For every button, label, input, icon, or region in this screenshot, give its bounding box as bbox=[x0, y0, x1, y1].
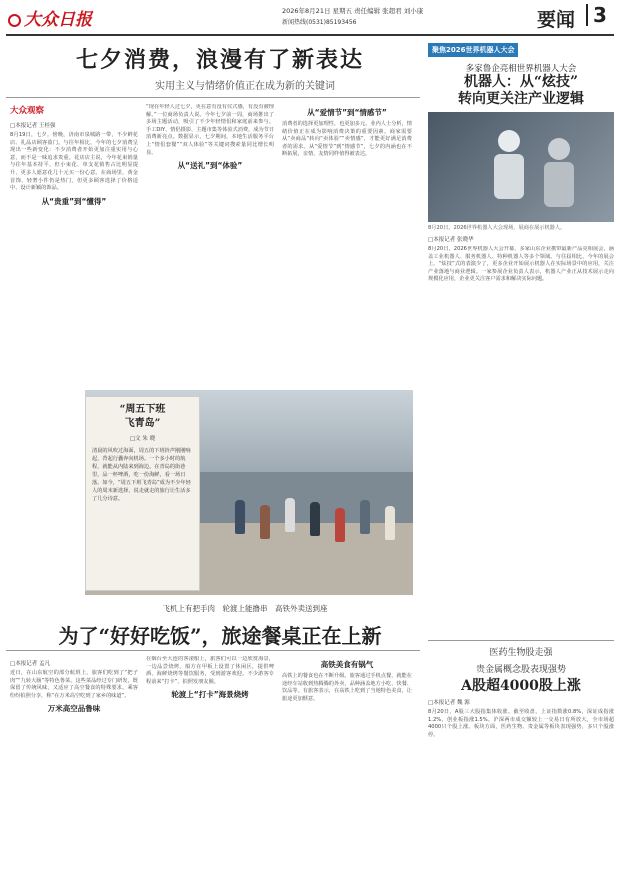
story2-byline: □本报记者 孟凡 bbox=[10, 661, 50, 667]
logo-emblem-icon bbox=[8, 14, 21, 27]
right-rule bbox=[428, 640, 614, 641]
robot-small-headline: 多家鲁企亮相世界机器人大会 bbox=[465, 64, 577, 74]
newspaper-logo bbox=[8, 5, 92, 30]
section-name: 要闻 bbox=[537, 9, 576, 31]
robot-headline-line2: 转向更关注产业逻辑 bbox=[458, 91, 584, 107]
story2-text2: 在烟台至大连的客滚船上，旅客们可以一边欣赏海景，一边品尝烧烤。船方在甲板上设置了休闲区，提供啤酒、海鲜烧烤等餐饮服务，受到游客欢迎。不少游客专程前来“打卡”，拍照发朋友圈。 bbox=[146, 656, 274, 685]
story2-text3: 高铁上的餐食也在不断升级。旅客通过手机点餐，就能在途经车站收到热腾腾的外卖，品种涵盖地方小吃、快餐、饮品等。有旅客表示，在高铁上吃到了当地特色美食，让旅途更加惬意。 bbox=[282, 673, 412, 702]
market-headline-main: A股超4000股上涨 bbox=[461, 678, 581, 694]
story1-subtitle2: 从“送礼”到“体验” bbox=[177, 161, 243, 171]
story1-text1: 8月19日，七夕。傍晚，济南市泉城路一带，不少鲜花店、礼品店顾客盈门。与往年相比，今年的七夕消费呈现出一些新变化：不少消费者开始更加注重实用与心意，而不是一味追求贵重。花店店主说，今年花束销量与往年基本持平，但小束花、单支花销售占比明显提升，更多人愿意花几十元买一份心意。在商场里，黄金首饰、轻奢小件仍是热门，但更多顾客选择了价格适中、设计新颖的饰品。 bbox=[10, 132, 138, 192]
poem-title-line2: 飞青岛” bbox=[124, 418, 161, 429]
hotline: 新闻热线(0531)85193456 bbox=[282, 19, 357, 26]
robot-photo-caption: 8月20日，2026世界机器人大会现场，展商在展示机器人。 bbox=[428, 225, 566, 231]
story2-text1: 近日，在山东航空的部分航班上，旅客们吃到了“把子肉”“九转大肠”等特色鲁菜。这些菜品经过专门研发，既保留了传统风味，又适应了高空餐食的特殊要求。乘客纷纷拍照分享，称“在万米高空吃到了家乡的味道”。 bbox=[10, 670, 138, 699]
robot-text: 8月20日，2026世界机器人大会开幕。多家山东企业携带最新产品亮相展会，涵盖工业机器人、服务机器人、特种机器人等多个领域。与往届相比，今年的展会上，“炫技”式的表演少了，更多企业开始展示机器人在实际场景中的应用，关注产业落地与商业逻辑。一家参展企业负责人表示，机器人产业正从技术展示走向规模化应用，企业更关注客户需求和解决实际问题。 bbox=[428, 246, 614, 283]
masthead-rule bbox=[6, 34, 614, 36]
market-headline-top: 医药生物股走强 bbox=[489, 648, 553, 658]
story1-col3 bbox=[282, 104, 412, 388]
story2-headline: 为了“好好吃饭”，旅途餐桌正在上新 bbox=[58, 624, 382, 648]
robot-photo bbox=[428, 112, 614, 222]
story2-col1 bbox=[10, 656, 138, 886]
story2-subtitle3: 高铁美食有锅气 bbox=[320, 660, 374, 669]
right-column bbox=[428, 37, 614, 739]
story2-col2 bbox=[146, 656, 274, 886]
photo-caption: 飞机上有把手肉 轮渡上能撸串 高铁外卖送到座 bbox=[162, 604, 328, 613]
date-line: 2026年8月21日 星期五 责任编辑 张超君 刘小康 bbox=[282, 7, 424, 15]
story1-col2 bbox=[146, 104, 274, 388]
story1-text3: 消费者的选择更加理性，也更加多元。业内人士分析，情绪价值正在成为影响消费决策的重要因素。商家需要从“卖商品”转向“卖体验”“卖情感”，才能更好满足消费者的需求。从“爱情节”到“情感节”，七夕的内涵也在不断拓展，亲情、友情同样值得被表达。 bbox=[282, 121, 412, 158]
story2-subtitle1: 万米高空品鲁味 bbox=[47, 704, 101, 714]
market-headline-sub: 贵金属概念股表现强势 bbox=[475, 665, 566, 675]
story1-subtitle1: 从“贵重”到“懂得” bbox=[41, 196, 107, 206]
story1-label: 大众观察 bbox=[10, 106, 45, 116]
robot-byline: □本报记者 张晓华 bbox=[428, 237, 474, 243]
story1-rule bbox=[6, 97, 420, 98]
logo-text: 大众日报 bbox=[24, 10, 92, 30]
story2-col3 bbox=[282, 656, 412, 886]
poem-title-line1: “周五下班 bbox=[119, 404, 166, 415]
story1-headline: 七夕消费，浪漫有了新表达 bbox=[75, 47, 364, 73]
market-byline: □本报记者 魏 源 bbox=[428, 700, 470, 706]
poem-author: □文 朱 晓 bbox=[129, 436, 156, 442]
story1-subhead: 实用主义与情绪价值正在成为新的关键词 bbox=[155, 81, 335, 92]
story1-text2: “现在年轻人过七夕，更在意有没有仪式感，有没有被理解。”一位商场负责人说。今年七夕前一周，商场推出了多场主题活动，吸引了不少年轻情侣和家庭前来参与。手工DIY、情侣摄影、主题市集等体验式消费，成为节日消费新亮点。数据显示，七夕期间，本地生活服务平台上“情侣套餐”“双人体验”等关键词搜索量同比增长明显。 bbox=[146, 104, 274, 156]
story2-rule bbox=[6, 650, 420, 651]
market-text: 8月20日，A股三大股指集体收涨。截至收盘，上证指数涨0.8%，深证成指涨1.2%，创业板指涨1.5%。沪深两市成交额较上一交易日有所放大，全市场超4000只个股上涨。板块方面，医药生物、贵金属等板块表现强势，多只个股涨停。 bbox=[428, 709, 614, 738]
story1-subtitle3: 从“爱情节”到“情感节” bbox=[307, 108, 387, 117]
story1-col1 bbox=[10, 118, 138, 388]
poem-text: 清晨的风吹过海面，周五的下班铃声刚刚响起，背起行囊奔向机场。一个多小时的航程，就能从内陆来到海边。在青岛的街巷里，品一杯啤酒，吃一份海鲜，看一场日落。如今，“周五下班飞青岛”成为不少年轻人的周末新选择，说走就走的旅行让生活多了几分诗意。 bbox=[92, 448, 191, 502]
masthead bbox=[0, 0, 620, 34]
story1-byline: □本报记者 王桂强 bbox=[10, 123, 56, 129]
story2-subtitle2: 轮渡上“打卡”海景烧烤 bbox=[171, 690, 249, 700]
robot-headline-line1: 机器人：从“炫技” bbox=[463, 74, 579, 90]
page-number: 3 bbox=[586, 4, 607, 26]
poem-box bbox=[85, 396, 200, 591]
robot-conference-tag: 聚焦2026世界机器人大会 bbox=[428, 43, 518, 57]
